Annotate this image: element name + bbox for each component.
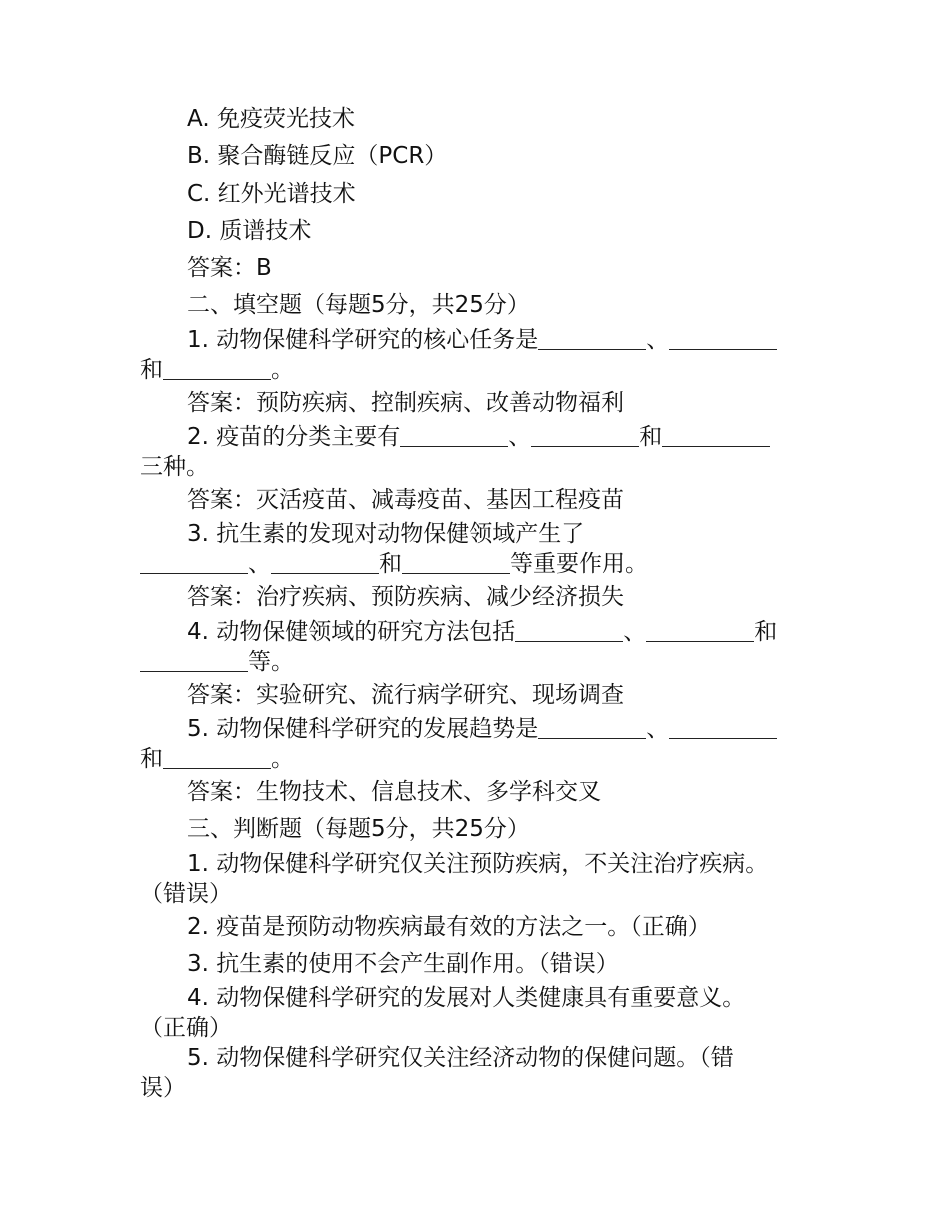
fill-sep: 等重要作用。: [510, 551, 648, 578]
judge-q1-line1: 1. 动物保健科学研究仅关注预防疾病，不关注治疗疾病。: [187, 850, 769, 877]
fill-sep: 。: [271, 745, 294, 772]
judge-q4-line2: （正确）: [140, 1015, 232, 1042]
judge-q1-line2: （错误）: [140, 880, 232, 907]
fill-q2-answer: 答案：灭活疫苗、减毒疫苗、基因工程疫苗: [187, 487, 624, 514]
fill-sep: 、: [646, 326, 670, 353]
fill-q5-line1: [140, 714, 812, 744]
judge-q4-line1: 4. 动物保健科学研究的发展对人类健康具有重要意义。: [187, 985, 746, 1012]
fill-q2-text: 2. 疫苗的分类主要有: [187, 424, 401, 451]
fill-sep: 、: [508, 424, 532, 451]
fill-heading: 二、填空题（每题5分，共25分）: [187, 292, 530, 319]
option-a: A. 免疫荧光技术: [187, 106, 355, 132]
fill-sep: 、: [646, 715, 670, 742]
fill-blank: [400, 424, 508, 447]
fill-blank: [163, 357, 271, 380]
fill-q4-line2: [140, 647, 812, 677]
judge-q5-line2: 误）: [140, 1075, 186, 1102]
fill-q3-line1: 3. 抗生素的发现对动物保健领域产生了: [187, 521, 585, 548]
fill-q1-answer: 答案：预防疾病、控制疾病、改善动物福利: [187, 389, 624, 416]
fill-blank: [140, 649, 248, 672]
judge-q3: 3. 抗生素的使用不会产生副作用。（错误）: [187, 950, 619, 977]
fill-sep: 和: [140, 745, 163, 772]
fill-blank: [271, 551, 379, 574]
fill-sep: 。: [271, 356, 294, 383]
option-c: C. 红外光谱技术: [187, 180, 356, 207]
fill-q1-text: 1. 动物保健科学研究的核心任务是: [187, 326, 539, 353]
fill-blank: [402, 551, 510, 574]
fill-q5-answer: 答案：生物技术、信息技术、多学科交叉: [187, 778, 601, 805]
option-b: B. 聚合酶链反应（PCR）: [187, 143, 448, 170]
fill-q1-line1: [140, 325, 812, 355]
fill-q4-answer: 答案：实验研究、流行病学研究、现场调查: [187, 681, 624, 708]
fill-blank: [163, 746, 271, 769]
fill-blank: [538, 327, 646, 350]
fill-q3-line2: [140, 549, 812, 579]
fill-sep: 、: [623, 618, 647, 645]
judge-q2: 2. 疫苗是预防动物疾病最有效的方法之一。（正确）: [187, 913, 711, 940]
fill-sep: 和: [140, 356, 163, 383]
mc-answer: 答案：B: [187, 255, 272, 282]
fill-blank: [140, 551, 248, 574]
judge-q5-line1: 5. 动物保健科学研究仅关注经济动物的保健问题。（错: [187, 1045, 734, 1072]
fill-blank: [531, 424, 639, 447]
fill-q4-line1: [140, 617, 812, 647]
fill-q5-line2: [140, 744, 812, 774]
fill-blank: [669, 327, 777, 350]
fill-blank: [538, 716, 646, 739]
fill-q3-answer: 答案：治疗疾病、预防疾病、减少经济损失: [187, 584, 624, 611]
fill-q2-line2: 三种。: [140, 454, 209, 481]
document-content: [140, 101, 812, 1103]
option-d: D. 质谱技术: [187, 217, 312, 244]
fill-sep: 、: [248, 551, 271, 578]
fill-blank: [662, 424, 770, 447]
fill-q5-text: 5. 动物保健科学研究的发展趋势是: [187, 715, 539, 742]
fill-blank: [669, 716, 777, 739]
judge-heading: 三、判断题（每题5分，共25分）: [187, 816, 530, 843]
fill-q2-line1: [140, 422, 812, 452]
fill-blank: [515, 619, 623, 642]
fill-sep: 和: [379, 551, 402, 578]
fill-sep: 等。: [248, 648, 294, 675]
fill-blank: [646, 619, 754, 642]
fill-sep: 和: [639, 424, 663, 451]
fill-q1-line2: [140, 355, 812, 385]
fill-q4-text: 4. 动物保健领域的研究方法包括: [187, 618, 516, 645]
fill-sep: 和: [754, 618, 778, 645]
